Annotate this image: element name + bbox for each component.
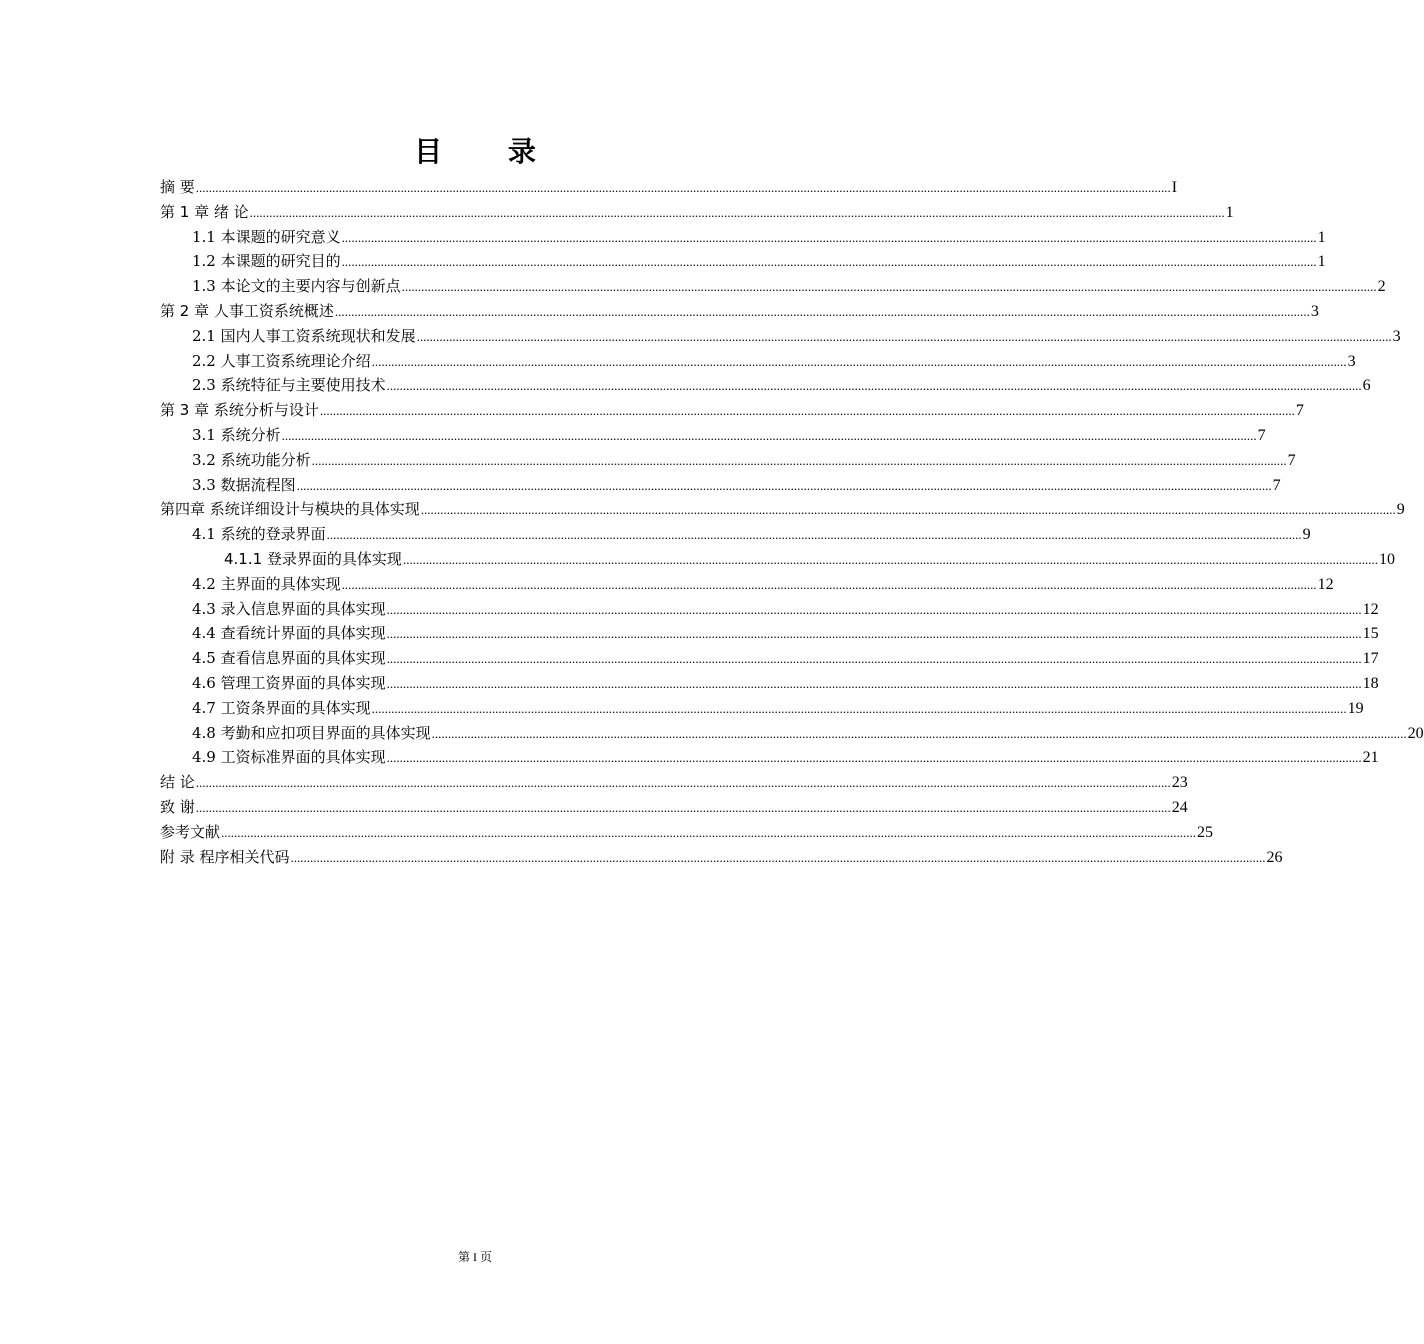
toc-entry-page: 21 [1362, 749, 1379, 767]
toc-entry-page: 1 [1225, 203, 1234, 221]
toc-entry[interactable] [160, 721, 1424, 746]
toc-entry-label: 1.2 本课题的研究目的 [192, 252, 341, 271]
toc-entry-label: 致 谢 [160, 797, 195, 816]
toc-entry-label: 4.3 录入信息界面的具体实现 [192, 599, 386, 618]
dot-leader: ............................................................................................................................................................................................................................................................................................................ [281, 427, 1257, 443]
dot-leader: ............................................................................................................................................................................................................................................................................................................ [386, 675, 1362, 691]
toc-entry[interactable] [160, 497, 1405, 522]
toc-entry[interactable] [160, 522, 1311, 547]
toc-entry[interactable] [160, 745, 1379, 770]
dot-leader: ............................................................................................................................................................................................................................................................................................................ [386, 750, 1362, 766]
toc-entry-label: 4.1.1 登录界面的具体实现 [224, 549, 402, 568]
toc-entry-label: 3.1 系统分析 [192, 425, 281, 444]
toc-entry-label: 第四章 系统详细设计与模块的具体实现 [160, 500, 420, 519]
toc-entry-page: 12 [1362, 600, 1379, 618]
toc-entry[interactable] [160, 249, 1326, 274]
toc-entry-page: 7 [1257, 426, 1266, 444]
page-footer: 第 I 页 [458, 1250, 492, 1264]
toc-entry-page: 10 [1378, 550, 1395, 568]
toc-entry-label: 参考文献 [160, 822, 221, 841]
toc-entry-label: 2.3 系统特征与主要使用技术 [192, 376, 386, 395]
table-of-contents [160, 175, 1424, 869]
dot-leader: ............................................................................................................................................................................................................................................................................................................ [195, 775, 1171, 791]
toc-entry-label: 3.3 数据流程图 [192, 475, 296, 494]
toc-entry-label: 2.1 国内人事工资系统现状和发展 [192, 326, 416, 345]
dot-leader: ............................................................................................................................................................................................................................................................................................................ [221, 824, 1197, 840]
dot-leader: ............................................................................................................................................................................................................................................................................................................ [401, 279, 1377, 295]
toc-entry-page: 18 [1362, 674, 1379, 692]
toc-entry-label: 4.6 管理工资界面的具体实现 [192, 673, 386, 692]
toc-entry-page: 2 [1377, 278, 1386, 296]
toc-entry-label: 结 论 [160, 773, 195, 792]
dot-leader: ............................................................................................................................................................................................................................................................................................................ [402, 551, 1378, 567]
toc-entry[interactable] [160, 473, 1281, 498]
toc-entry-label: 4.7 工资条界面的具体实现 [192, 698, 371, 717]
dot-leader: ............................................................................................................................................................................................................................................................................................................ [341, 254, 1317, 270]
toc-entry[interactable] [160, 820, 1214, 845]
toc-entry-label: 第 3 章 系统分析与设计 [160, 401, 319, 420]
dot-leader: ............................................................................................................................................................................................................................................................................................................ [341, 229, 1317, 245]
toc-entry-label: 4.2 主界面的具体实现 [192, 574, 341, 593]
dot-leader: ............................................................................................................................................................................................................................................................................................................ [371, 353, 1347, 369]
toc-entry-page: 3 [1392, 327, 1401, 345]
toc-entry-page: 3 [1347, 352, 1356, 370]
dot-leader: ............................................................................................................................................................................................................................................................................................................ [386, 378, 1362, 394]
dot-leader: ............................................................................................................................................................................................................................................................................................................ [195, 799, 1171, 815]
dot-leader: ............................................................................................................................................................................................................................................................................................................ [326, 527, 1302, 543]
dot-leader: ............................................................................................................................................................................................................................................................................................................ [311, 452, 1287, 468]
dot-leader: ............................................................................................................................................................................................................................................................................................................ [371, 700, 1347, 716]
toc-entry-label: 3.2 系统功能分析 [192, 450, 311, 469]
toc-entry-label: 4.4 查看统计界面的具体实现 [192, 624, 386, 643]
toc-entry[interactable] [160, 373, 1371, 398]
toc-entry[interactable] [160, 349, 1356, 374]
dot-leader: ............................................................................................................................................................................................................................................................................................................ [386, 651, 1362, 667]
toc-entry[interactable] [160, 795, 1188, 820]
toc-entry-label: 附 录 程序相关代码 [160, 847, 290, 866]
toc-entry[interactable] [160, 398, 1304, 423]
toc-entry[interactable] [160, 770, 1188, 795]
toc-entry-page: 19 [1347, 699, 1364, 717]
dot-leader: ............................................................................................................................................................................................................................................................................................................ [341, 576, 1317, 592]
toc-entry[interactable] [160, 671, 1379, 696]
toc-entry[interactable] [160, 423, 1266, 448]
toc-entry-page: 7 [1295, 402, 1304, 420]
toc-entry-label: 1.3 本论文的主要内容与创新点 [192, 277, 401, 296]
toc-entry[interactable] [160, 299, 1319, 324]
dot-leader: ............................................................................................................................................................................................................................................................................................................ [290, 849, 1266, 865]
toc-entry-page: 17 [1362, 650, 1379, 668]
toc-entry[interactable] [160, 274, 1386, 299]
toc-entry-label: 4.9 工资标准界面的具体实现 [192, 748, 386, 767]
dot-leader: ............................................................................................................................................................................................................................................................................................................ [296, 477, 1272, 493]
toc-entry[interactable] [160, 448, 1296, 473]
toc-entry-page: 7 [1287, 451, 1296, 469]
toc-title: 目 录 [414, 135, 564, 168]
toc-entry-page: 25 [1197, 823, 1214, 841]
dot-leader: ............................................................................................................................................................................................................................................................................................................ [431, 725, 1407, 741]
toc-entry[interactable] [160, 225, 1326, 250]
toc-entry-label: 第 2 章 人事工资系统概述 [160, 301, 334, 320]
toc-entry[interactable] [160, 547, 1395, 572]
toc-entry[interactable] [160, 324, 1401, 349]
toc-entry-label: 2.2 人事工资系统理论介绍 [192, 351, 371, 370]
dot-leader: ............................................................................................................................................................................................................................................................................................................ [249, 204, 1225, 220]
toc-entry[interactable] [160, 696, 1364, 721]
toc-entry-page: 26 [1266, 848, 1283, 866]
toc-entry-label: 4.8 考勤和应扣项目界面的具体实现 [192, 723, 431, 742]
dot-leader: ............................................................................................................................................................................................................................................................................................................ [420, 502, 1396, 518]
toc-entry[interactable] [160, 646, 1379, 671]
toc-entry[interactable] [160, 597, 1379, 622]
toc-entry-page: 1 [1317, 253, 1326, 271]
dot-leader: ............................................................................................................................................................................................................................................................................................................ [334, 303, 1310, 319]
toc-entry-page: 7 [1272, 476, 1281, 494]
dot-leader: ............................................................................................................................................................................................................................................................................................................ [416, 328, 1392, 344]
toc-entry[interactable] [160, 845, 1283, 870]
toc-entry-page: 24 [1171, 798, 1188, 816]
toc-entry-label: 4.1 系统的登录界面 [192, 525, 326, 544]
toc-entry-page: 6 [1362, 377, 1371, 395]
toc-entry-page: 12 [1317, 575, 1334, 593]
toc-entry-page: 3 [1310, 302, 1319, 320]
toc-entry-label: 4.5 查看信息界面的具体实现 [192, 649, 386, 668]
toc-entry-page: 23 [1171, 774, 1188, 792]
toc-entry-label: 1.1 本课题的研究意义 [192, 227, 341, 246]
toc-entry-page: 9 [1396, 501, 1405, 519]
dot-leader: ............................................................................................................................................................................................................................................................................................................ [319, 403, 1295, 419]
toc-entry-page: I [1171, 179, 1178, 196]
toc-entry-page: 20 [1407, 724, 1424, 742]
toc-entry-page: 1 [1317, 228, 1326, 246]
toc-entry[interactable] [160, 621, 1379, 646]
dot-leader: ............................................................................................................................................................................................................................................................................................................ [386, 626, 1362, 642]
toc-entry-label: 摘 要 [160, 178, 195, 196]
dot-leader: ............................................................................................................................................................................................................................................................................................................ [386, 601, 1362, 617]
toc-entry-page: 9 [1302, 526, 1311, 544]
toc-entry-label: 第 1 章 绪 论 [160, 202, 249, 221]
toc-entry[interactable] [160, 175, 1178, 200]
dot-leader: ............................................................................................................................................................................................................................................................................................................ [195, 180, 1171, 195]
toc-entry-page: 15 [1362, 625, 1379, 643]
toc-entry[interactable] [160, 572, 1334, 597]
toc-entry[interactable] [160, 200, 1234, 225]
